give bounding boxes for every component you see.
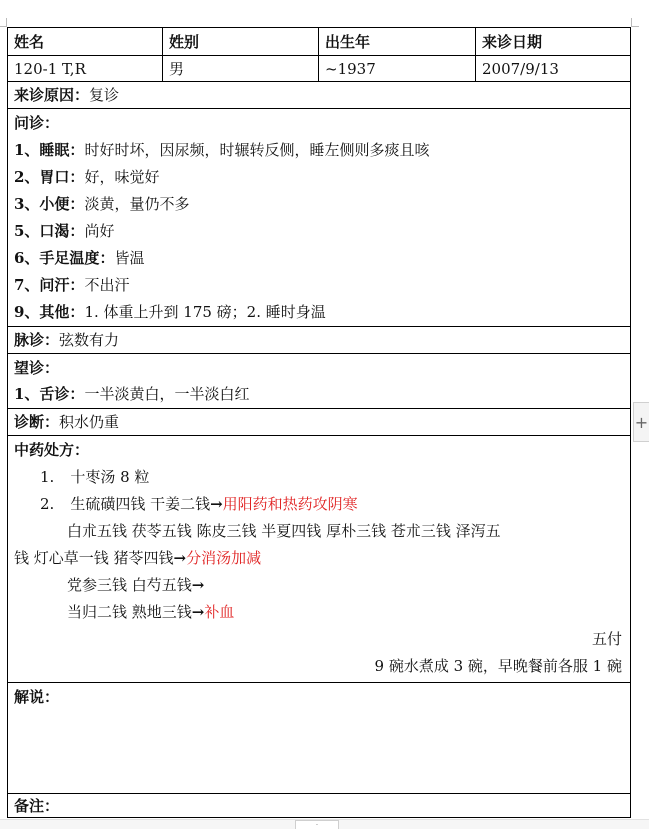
bottom-tab-handle[interactable]: · (295, 820, 339, 829)
page-corner-mark (631, 26, 639, 27)
prescription-section (8, 436, 630, 683)
header-birth-year: 出生年 (319, 28, 476, 55)
page-corner-mark (6, 18, 7, 27)
prescription-note: 补血 (204, 603, 235, 621)
arrow-icon: → (210, 495, 223, 513)
arrow-icon: → (173, 549, 187, 567)
prescription-line: 1. 十枣汤 8 粒 (40, 468, 150, 486)
remarks-label: 备注： (14, 797, 60, 815)
header-name: 姓名 (8, 28, 163, 55)
prescription-line: 党参三钱 白芍五钱→ (67, 576, 205, 594)
prescription-note: 用阳药和热药攻阴寒 (222, 495, 358, 513)
arrow-icon: → (191, 603, 205, 621)
prescription-line: 2. 生硫磺四钱 干姜二钱→用阳药和热药攻阴寒 (40, 495, 358, 513)
arrow-icon: → (191, 576, 205, 594)
page-corner-mark (631, 18, 632, 27)
header-visit-date: 来诊日期 (482, 33, 543, 51)
inquiry-item: 6、手足温度：皆温 (14, 249, 145, 267)
visit-reason-label: 来诊原因： (14, 86, 90, 104)
prescription-doses: 五付 (591, 630, 622, 648)
patient-birth-year: ~1937 (319, 56, 476, 81)
visit-reason-value: 复诊 (89, 86, 120, 104)
expand-button[interactable] (633, 402, 649, 442)
prescription-title: 中药处方： (14, 441, 90, 459)
explanation-label: 解说： (14, 688, 60, 706)
prescription-note: 分消汤加减 (186, 549, 262, 567)
prescription-line: 钱 灯心草一钱 猪苓四钱→分消汤加减 (14, 549, 262, 567)
plus-icon: + (634, 412, 649, 432)
pulse-label: 脉诊： (14, 331, 60, 349)
header-row (8, 28, 630, 56)
diagnosis-label: 诊断： (14, 413, 60, 431)
inquiry-item: 9、其他：1. 体重上升到 175 磅；2. 睡时身温 (14, 303, 326, 321)
diagnosis-row (8, 409, 630, 436)
inquiry-item: 3、小便：淡黄，量仍不多 (14, 195, 190, 213)
observation-item: 1、舌诊：一半淡黄白，一半淡白红 (14, 385, 250, 403)
observation-section (8, 354, 630, 409)
patient-visit-date: 2007/9/13 (482, 59, 559, 78)
patient-id: 120-1 T,R (8, 56, 163, 81)
inquiry-section (8, 109, 630, 327)
header-gender: 姓别 (163, 28, 319, 55)
patient-values-row (8, 56, 630, 82)
prescription-line: 白朮五钱 茯苓五钱 陈皮三钱 半夏四钱 厚朴三钱 苍朮三钱 泽泻五 (67, 522, 501, 540)
remarks-section (8, 794, 630, 818)
pulse-row (8, 327, 630, 354)
explanation-section (8, 683, 630, 794)
visit-reason-row (8, 82, 630, 109)
diagnosis-value: 积水仍重 (59, 413, 120, 431)
inquiry-item: 1、睡眠：时好时坏，因尿频，时辗转反侧，睡左侧则多痰且咳 (14, 141, 430, 159)
inquiry-title: 问诊： (14, 114, 60, 132)
medical-record-form (7, 27, 631, 818)
inquiry-item: 2、胃口：好，味觉好 (14, 168, 160, 186)
pulse-value: 弦数有力 (59, 331, 120, 349)
inquiry-item: 7、问汗：不出汗 (14, 276, 130, 294)
patient-gender: 男 (163, 56, 319, 81)
prescription-instructions: 9 碗水煮成 3 碗，早晚餐前各服 1 碗 (374, 657, 622, 675)
observation-title: 望诊： (14, 359, 60, 377)
inquiry-item: 5、口渴：尚好 (14, 222, 115, 240)
prescription-line: 当归二钱 熟地三钱→补血 (67, 603, 235, 621)
